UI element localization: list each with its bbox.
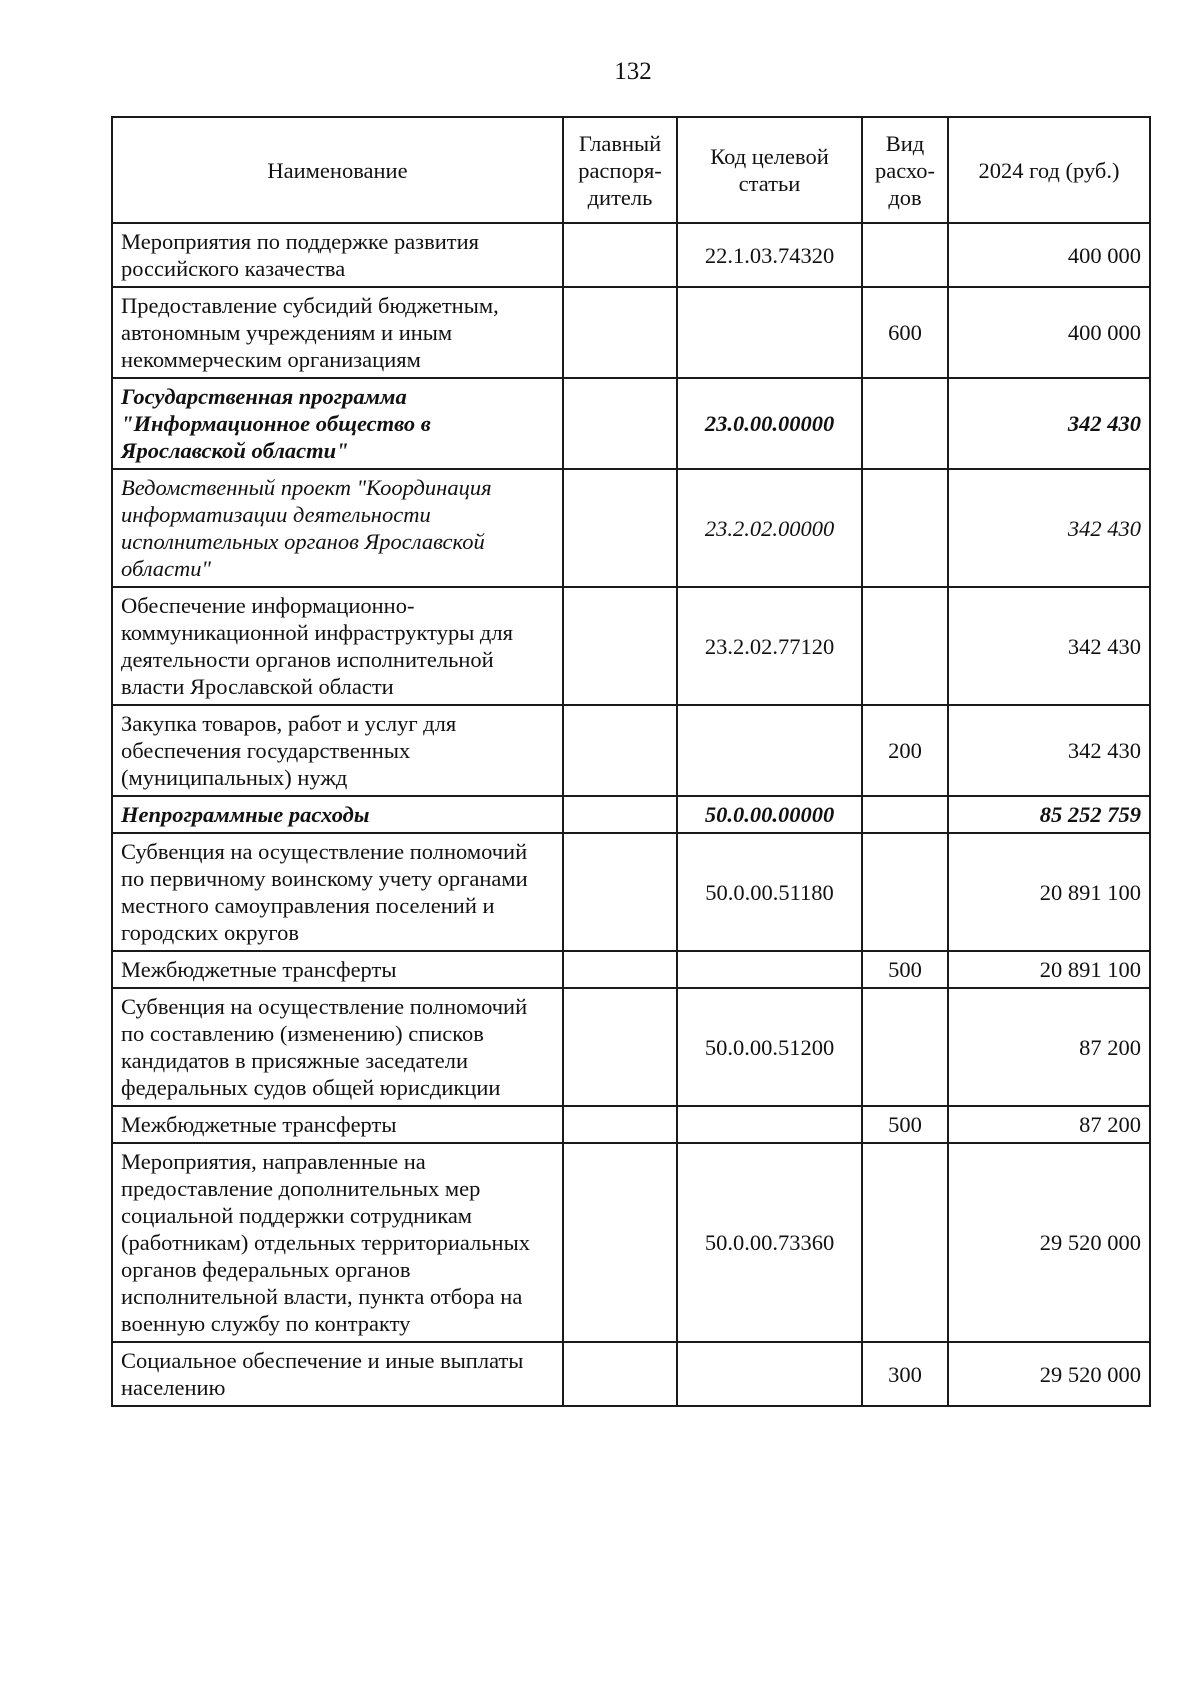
- cell-manager: [563, 988, 677, 1106]
- cell-manager: [563, 1342, 677, 1406]
- cell-manager: [563, 287, 677, 378]
- table-header-row: [112, 117, 1150, 223]
- cell-amount: 29 520 000: [948, 1143, 1150, 1342]
- cell-manager: [563, 469, 677, 587]
- table-row: [112, 796, 1150, 833]
- cell-code: 50.0.00.51200: [677, 988, 862, 1106]
- cell-manager: [563, 223, 677, 287]
- cell-amount: 400 000: [948, 287, 1150, 378]
- table-row: [112, 587, 1150, 705]
- cell-name: Обеспечение информационно-коммуникационной инфраструктуры для деятельности органов исполнительной власти Ярославской области: [112, 587, 563, 705]
- cell-type: [862, 796, 948, 833]
- cell-code: 50.0.00.73360: [677, 1143, 862, 1342]
- cell-code: 22.1.03.74320: [677, 223, 862, 287]
- cell-type: [862, 469, 948, 587]
- cell-type: [862, 587, 948, 705]
- cell-name: Субвенция на осуществление полномочий по первичному воинскому учету органами местного самоуправления поселений и городских округов: [112, 833, 563, 951]
- cell-code: 23.0.00.00000: [677, 378, 862, 469]
- cell-name: Непрограммные расходы: [112, 796, 563, 833]
- cell-name: Субвенция на осуществление полномочий по составлению (изменению) списков кандидатов в присяжные заседатели федеральных судов общей юрисдикции: [112, 988, 563, 1106]
- cell-amount: 20 891 100: [948, 951, 1150, 988]
- cell-manager: [563, 1106, 677, 1143]
- cell-type: [862, 988, 948, 1106]
- cell-amount: 29 520 000: [948, 1342, 1150, 1406]
- cell-code: 23.2.02.77120: [677, 587, 862, 705]
- table-row: [112, 833, 1150, 951]
- cell-name: Социальное обеспечение и иные выплаты населению: [112, 1342, 563, 1406]
- cell-type: 500: [862, 1106, 948, 1143]
- cell-amount: 342 430: [948, 469, 1150, 587]
- cell-type: 600: [862, 287, 948, 378]
- table-row: [112, 1143, 1150, 1342]
- cell-name: Межбюджетные трансферты: [112, 951, 563, 988]
- cell-amount: 87 200: [948, 1106, 1150, 1143]
- cell-type: [862, 378, 948, 469]
- cell-name: Государственная программа "Информационное общество в Ярославской области": [112, 378, 563, 469]
- cell-code: [677, 287, 862, 378]
- cell-name: Закупка товаров, работ и услуг для обеспечения государственных (муниципальных) нужд: [112, 705, 563, 796]
- cell-type: 500: [862, 951, 948, 988]
- cell-amount: 342 430: [948, 587, 1150, 705]
- cell-code: [677, 951, 862, 988]
- header-code: Код целевой статьи: [677, 117, 862, 223]
- table-row: [112, 988, 1150, 1106]
- table-row: [112, 469, 1150, 587]
- table-body: [112, 223, 1150, 1406]
- page-number: 132: [614, 58, 652, 85]
- cell-manager: [563, 587, 677, 705]
- cell-type: 200: [862, 705, 948, 796]
- table-row: [112, 705, 1150, 796]
- cell-name: Ведомственный проект "Координация информатизации деятельности исполнительных органов Ярославской области": [112, 469, 563, 587]
- table-row: [112, 378, 1150, 469]
- cell-code: 50.0.00.51180: [677, 833, 862, 951]
- cell-manager: [563, 1143, 677, 1342]
- table-row: [112, 223, 1150, 287]
- header-amount: 2024 год (руб.): [948, 117, 1150, 223]
- cell-amount: 342 430: [948, 705, 1150, 796]
- table-row: [112, 1342, 1150, 1406]
- header-name: Наименование: [112, 117, 563, 223]
- cell-amount: 400 000: [948, 223, 1150, 287]
- table-row: [112, 951, 1150, 988]
- cell-amount: 342 430: [948, 378, 1150, 469]
- cell-code: [677, 1342, 862, 1406]
- cell-name: Мероприятия по поддержке развития российского казачества: [112, 223, 563, 287]
- cell-manager: [563, 705, 677, 796]
- cell-code: [677, 1106, 862, 1143]
- cell-code: 23.2.02.00000: [677, 469, 862, 587]
- cell-code: [677, 705, 862, 796]
- cell-name: Предоставление субсидий бюджетным, автономным учреждениям и иным некоммерческим организациям: [112, 287, 563, 378]
- cell-manager: [563, 378, 677, 469]
- cell-type: 300: [862, 1342, 948, 1406]
- cell-code: 50.0.00.00000: [677, 796, 862, 833]
- cell-amount: 85 252 759: [948, 796, 1150, 833]
- cell-manager: [563, 796, 677, 833]
- cell-manager: [563, 951, 677, 988]
- cell-type: [862, 1143, 948, 1342]
- cell-name: Межбюджетные трансферты: [112, 1106, 563, 1143]
- cell-manager: [563, 833, 677, 951]
- cell-name: Мероприятия, направленные на предоставление дополнительных мер социальной поддержки сотрудникам (работникам) отдельных территориальных органов федеральных органов исполнительной власти, пункта отбора на военную службу по контракту: [112, 1143, 563, 1342]
- table-row: [112, 287, 1150, 378]
- header-manager: Главный распоря-дитель: [563, 117, 677, 223]
- cell-type: [862, 833, 948, 951]
- cell-type: [862, 223, 948, 287]
- header-type: Вид расхо-дов: [862, 117, 948, 223]
- table-row: [112, 1106, 1150, 1143]
- budget-table: [111, 116, 1151, 1407]
- cell-amount: 87 200: [948, 988, 1150, 1106]
- cell-amount: 20 891 100: [948, 833, 1150, 951]
